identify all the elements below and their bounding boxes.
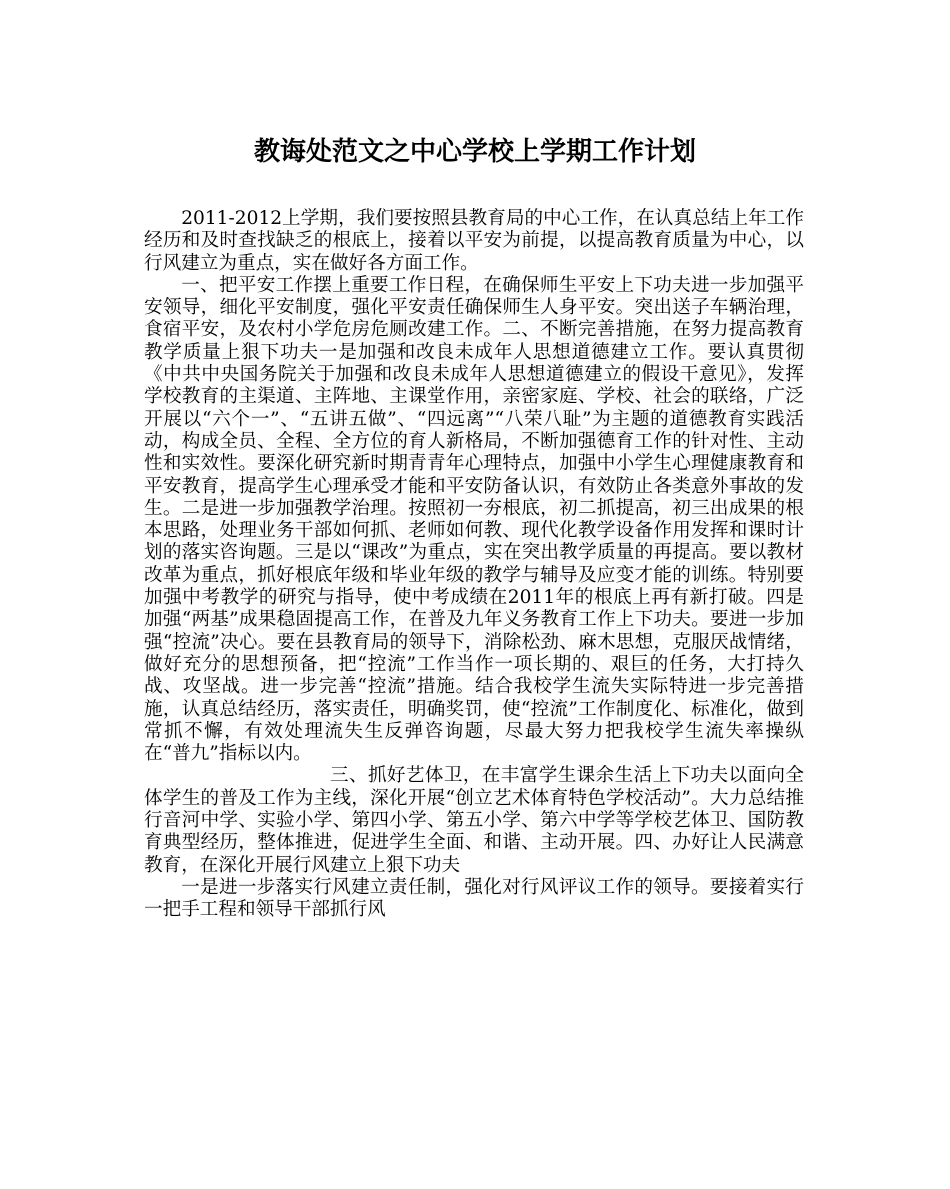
document-title: 教诲处范文之中心学校上学期工作计划	[253, 137, 696, 167]
paragraph-intro: 2011-2012上学期，我们要按照县教育局的中心工作，在认真总结上年工作经历和及时查找缺乏的根底上，接着以平安为前提，以提高教育质量为中心，以行风建立为重点，实在做好各方面工作。	[144, 208, 804, 274]
document-body	[144, 208, 804, 922]
paragraph-section-three-four: 三、抓好艺体卫，在丰富学生课余生活上下功夫以面向全体学生的普及工作为主线，深化开展“创立艺术体育特色学校活动”。大力总结推行音河中学、实验小学、第四小学、第五小学、第六中学等学校艺体卫、国防教育典型经历，整体推进，促进学生全面、和谐、主动开展。四、办好让人民满意教育，在深化开展行风建立上狠下功夫	[144, 765, 804, 876]
paragraph-section-one-two: 一、把平安工作摆上重要工作日程，在确保师生平安上下功夫进一步加强平安领导，细化平安制度，强化平安责任确保师生人身平安。突出送子车辆治理，食宿平安，及农村小学危房危厕改建工作。二、不断完善措施，在努力提高教育教学质量上狠下功夫一是加强和改良未成年人思想道德建立工作。要认真贯彻《中共中央国务院关于加强和改良未成年人思想道德建立的假设干意见》，发挥学校教育的主渠道、主阵地、主课堂作用，亲密家庭、学校、社会的联络，广泛开展以“六个一”、“五讲五做”、“四远离”“八荣八耻”为主题的道德教育实践活动，构成全员、全程、全方位的育人新格局，不断加强德育工作的针对性、主动性和实效性。要深化研究新时期青青年心理特点，加强中小学生心理健康教育和平安教育，提高学生心理承受才能和平安防备认识，有效防止各类意外事故的发生。二是进一步加强教学治理。按照初一夯根底，初二抓提高，初三出成果的根本思路，处理业务干部如何抓、老师如何教、现代化教学设备作用发挥和课时计划的落实咨询题。三是以“课改”为重点，实在突出教学质量的再提高。要以教材改革为重点，抓好根底年级和毕业年级的教学与辅导及应变才能的训练。特别要加强中考教学的研究与指导，使中考成绩在2011年的根底上再有新打破。四是加强“两基”成果稳固提高工作，在普及九年义务教育工作上下功夫。要进一步加强“控流”决心。要在县教育局的领导下，消除松劲、麻木思想，克服厌战情绪，做好充分的思想预备，把“控流”工作当作一项长期的、艰巨的任务，大打持久战、攻坚战。进一步完善“控流”措施。结合我校学生流失实际特进一步完善措施，认真总结经历，落实责任，明确奖罚，使“控流”工作制度化、标准化，做到常抓不懈，有效处理流失生反弹咨询题，尽最大努力把我校学生流失率操纵在“普九”指标以内。	[144, 274, 804, 765]
paragraph-section-four-detail: 一是进一步落实行风建立责任制，强化对行风评议工作的领导。要接着实行一把手工程和领导干部抓行风	[144, 876, 804, 921]
